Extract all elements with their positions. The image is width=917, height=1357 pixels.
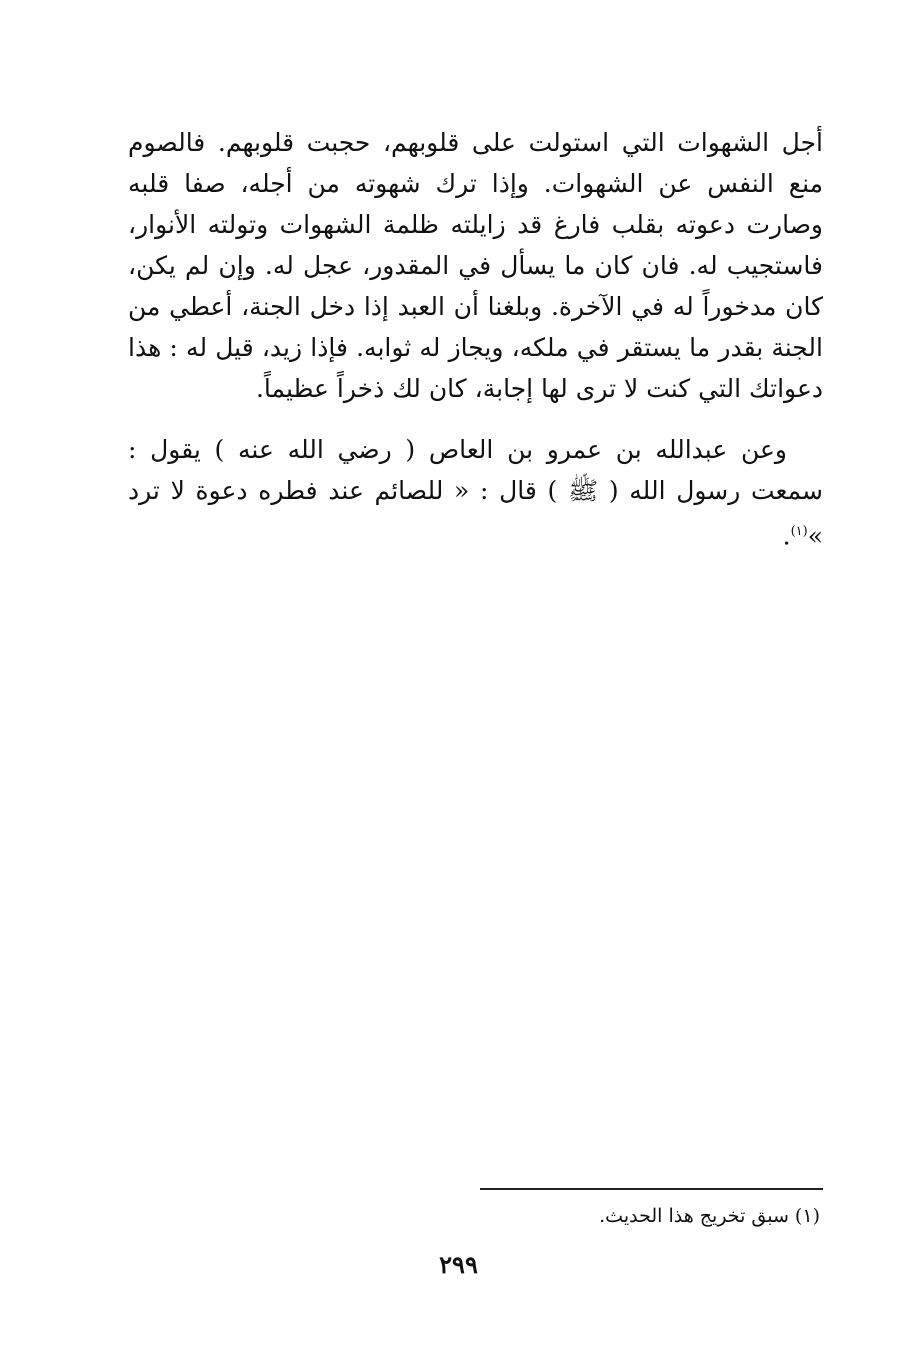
footnote: (١) سبق تخريج هذا الحديث. — [599, 1205, 820, 1227]
paragraph-1: أجل الشهوات التي استولت على قلوبهم، حجبت قلوبهم. فالصوم منع النفس عن الشهوات. وإذا ترك شهوته من أجله، صفا قلبه وصارت دعوته بقلب فارغ قد زايلته ظلمة الشهوات وتولته الأنوار، فاستجيب له. فان كان ما يسأل في المقدور، عجل له. وإن لم يكن، كان مدخوراً له في الآخرة. وبلغنا أن العبد إذا دخل الجنة، أعطي من الجنة بقدر ما يستقر في ملكه، ويجاز له ثوابه. فإذا زيد، قيل له : هذا دعواتك التي كنت لا ترى لها إجابة، كان لك ذخراً عظيماً. — [128, 128, 823, 403]
footnote-reference: (١) — [790, 524, 808, 539]
main-text — [128, 122, 823, 556]
paragraph-2 — [128, 429, 823, 556]
paragraph-2-text: وعن عبدالله بن عمرو بن العاص ( رضي الله عنه ) يقول : سمعت رسول الله ( ﷺ ) قال : « للصائم عند فطره دعوة لا ترد » — [128, 435, 823, 551]
page-number: ٢٩٩ — [439, 1250, 478, 1279]
footnote-divider — [480, 1188, 823, 1190]
paragraph-2-end: . — [782, 521, 791, 551]
